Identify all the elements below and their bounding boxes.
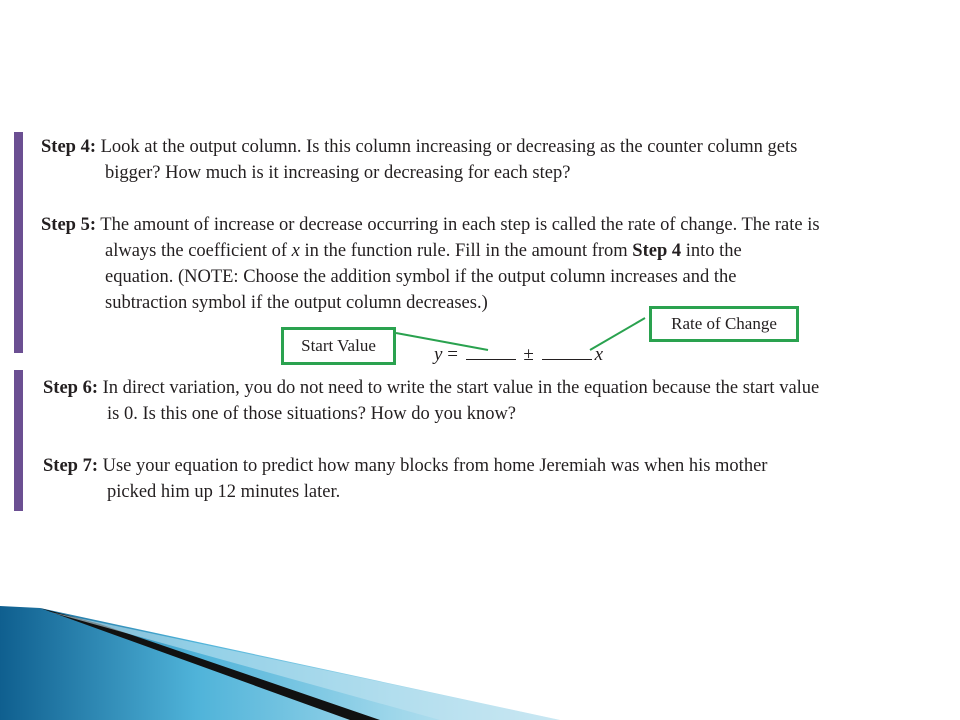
step-label: Step 5: bbox=[41, 215, 96, 235]
step-text: subtraction symbol if the output column decreases.) bbox=[105, 293, 488, 313]
footer-decoration bbox=[0, 600, 960, 720]
step-text: Use your equation to predict how many blocks from home Jeremiah was when his mother bbox=[98, 456, 768, 476]
equation-equals: = bbox=[447, 344, 458, 365]
step-label: Step 6: bbox=[43, 378, 98, 398]
step-text: The amount of increase or decrease occurring in each step is called the rate of change. The rate is bbox=[96, 215, 820, 235]
equation-plusminus: ± bbox=[523, 344, 534, 365]
equation-y: y bbox=[434, 344, 443, 365]
step-7 bbox=[43, 453, 923, 505]
callout-label: Rate of Change bbox=[671, 314, 777, 333]
start-value-callout bbox=[281, 327, 396, 365]
step-label: Step 7: bbox=[43, 456, 98, 476]
step-text: picked him up 12 minutes later. bbox=[107, 482, 341, 502]
step-text: bigger? How much is it increasing or decreasing for each step? bbox=[105, 163, 571, 183]
callout-label: Start Value bbox=[301, 336, 376, 355]
rate-of-change-callout bbox=[649, 306, 799, 342]
step-text: In direct variation, you do not need to write the start value in the equation because the start value bbox=[98, 378, 820, 398]
rate-blank bbox=[542, 343, 592, 360]
step-text: Look at the output column. Is this column increasing or decreasing as the counter column gets bbox=[96, 137, 798, 157]
equation bbox=[434, 343, 603, 366]
step-text: is 0. Is this one of those situations? How do you know? bbox=[107, 404, 517, 424]
step-text: equation. (NOTE: Choose the addition symbol if the output column increases and the bbox=[105, 267, 737, 287]
equation-x: x bbox=[594, 344, 604, 365]
start-value-blank bbox=[466, 343, 516, 360]
step-6 bbox=[43, 375, 953, 427]
step-text: always the coefficient of x in the function rule. Fill in the amount from Step 4 into the bbox=[105, 241, 742, 261]
step-label: Step 4: bbox=[41, 137, 96, 157]
